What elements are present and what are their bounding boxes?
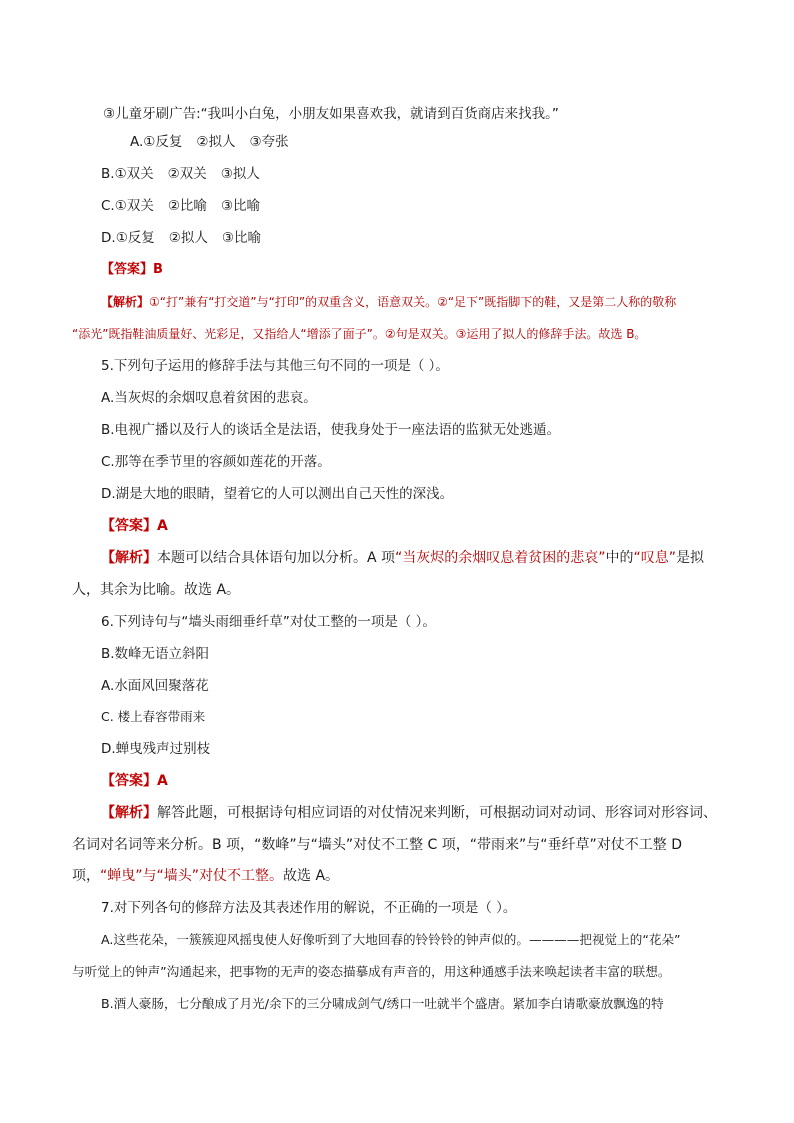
option-part: ②比喻 <box>167 198 207 214</box>
q5-option-b: B.电视广播以及行人的谈话全是法语，使我身处于一座法语的监狱无处逃遁。 <box>101 422 561 438</box>
option-part: ①反复 <box>143 134 183 150</box>
explain-text: ①“打”兼有“打交道”与“打印”的双重含义，语意双关。②“足下”既指脚下的鞋，又是第二人称的敬称 <box>149 295 677 309</box>
answer-tag: 【答案】 <box>101 773 157 789</box>
q6-option-3: C. 楼上春容带雨来 <box>101 709 206 724</box>
q7-option-b-line1: B.酒人豪肠，七分酿成了月光/余下的三分啸成剑气/绣口一吐就半个盛唐。紧加李白请歌豪放飘逸的特 <box>101 996 664 1011</box>
q6-answer <box>101 771 168 791</box>
q5-stem: 5.下列句子运用的修辞手法与其他三句不同的一项是（ ）。 <box>101 358 449 374</box>
answer-value: B <box>153 262 163 277</box>
q6-explanation-line2 <box>72 835 682 855</box>
explain-text: 解答此题，可根据诗句相应词语的对仗情况来判断，可根据动词对动词、形容词对形容词、 <box>157 805 717 821</box>
option-part: ①反复 <box>115 230 155 246</box>
q5-answer <box>101 516 168 536</box>
explain-text: 是拟 <box>676 550 705 566</box>
answer-tag: 【答案】 <box>101 518 157 534</box>
q4-explanation-line2 <box>72 324 646 344</box>
explain-text: 名词对名词等来分析。B 项， <box>72 837 255 853</box>
option-part: ③比喻 <box>221 230 262 246</box>
option-letter: B. <box>101 166 115 182</box>
q4-option-a <box>130 132 289 152</box>
q6-stem: 6.下列诗句与“墙头雨细垂纤草”对仗工整的一项是（ ）。 <box>101 614 436 630</box>
q4-explanation-line1 <box>101 292 676 312</box>
q4-option-b <box>101 164 260 184</box>
explain-text: 本题可以结合具体语句加以分析。A 项 <box>157 550 396 566</box>
q6-explanation-line1 <box>101 803 717 823</box>
option-part: ③比喻 <box>220 198 261 214</box>
explain-tag: 【解析】 <box>101 805 157 821</box>
option-part: ③夸张 <box>249 134 289 150</box>
option-part: ②拟人 <box>168 230 208 246</box>
q4-item3: ③儿童牙刷广告:“我叫小白兔，小朋友如果喜欢我，就请到百货商店来找我。” <box>103 106 559 122</box>
q5-option-d: D.湖是大地的眼睛，望着它的人可以测出自己天性的深浅。 <box>101 486 454 502</box>
explain-text: 故选 A。 <box>283 868 340 884</box>
explain-text: 项， <box>72 868 100 884</box>
explain-text: 中的 <box>605 550 634 566</box>
q6-explanation-line3 <box>72 866 339 886</box>
explain-quote: “蝉曳”与“墙头”对仗不工整。 <box>100 868 284 884</box>
option-letter: A. <box>130 134 144 150</box>
q4-answer <box>101 260 163 280</box>
q4-option-c <box>101 196 260 216</box>
option-part: ③拟人 <box>220 166 260 182</box>
q7-option-a-line1: A.这些花朵，一簇簇迎风摇曳使人好像听到了大地回春的铃铃铃的钟声似的。————把视觉上的“花朵” <box>101 932 681 947</box>
answer-value: A <box>157 518 168 534</box>
option-part: ①双关 <box>114 198 154 214</box>
answer-tag: 【答案】 <box>101 262 154 277</box>
explain-text: “添光”既指鞋油质量好、光彩足，又指给人“增添了面子”。②句是双关。③运用了拟人的修辞手法。故选 B。 <box>72 327 647 341</box>
q5-explanation-line2 <box>72 580 240 600</box>
option-part: ①双关 <box>114 166 154 182</box>
q5-option-c: C.那等在季节里的容颜如莲花的开落。 <box>101 454 331 470</box>
q5-explanation-line1 <box>101 548 704 568</box>
explain-text: “带雨来”与“垂纤草”对仗不工整 D <box>469 837 682 853</box>
explain-text: “数峰”与“墙头”对仗不工整 C 项， <box>254 837 470 853</box>
option-letter: D. <box>101 230 116 246</box>
explain-quote: “当灰烬的余烟叹息着贫困的悲哀” <box>395 550 606 566</box>
q7-stem: 7.对下列各句的修辞方法及其表述作用的解说，不正确的一项是（ ）。 <box>101 900 517 916</box>
q6-option-4: D.蝉曳残声过别枝 <box>101 741 211 757</box>
q4-option-d <box>101 228 261 248</box>
q6-option-2: A.水面风回聚落花 <box>101 678 209 694</box>
option-part: ②双关 <box>167 166 207 182</box>
explain-tag: 【解析】 <box>101 295 150 309</box>
q5-option-a: A.当灰烬的余烟叹息着贫困的悲哀。 <box>101 390 317 406</box>
answer-value: A <box>157 773 168 789</box>
q7-option-a-line2: 与听觉上的钟声”沟通起来，把事物的无声的姿态描摹成有声音的，用这种通感手法来唤起读者丰富的联想。 <box>72 964 671 979</box>
explain-quote: “叹息” <box>633 550 677 566</box>
explain-text: 人，其余为比喻。故选 A。 <box>72 582 241 598</box>
explain-tag: 【解析】 <box>101 550 157 566</box>
q6-option-1: B.数峰无语立斜阳 <box>101 646 210 662</box>
option-letter: C. <box>101 198 115 214</box>
option-part: ②拟人 <box>196 134 236 150</box>
